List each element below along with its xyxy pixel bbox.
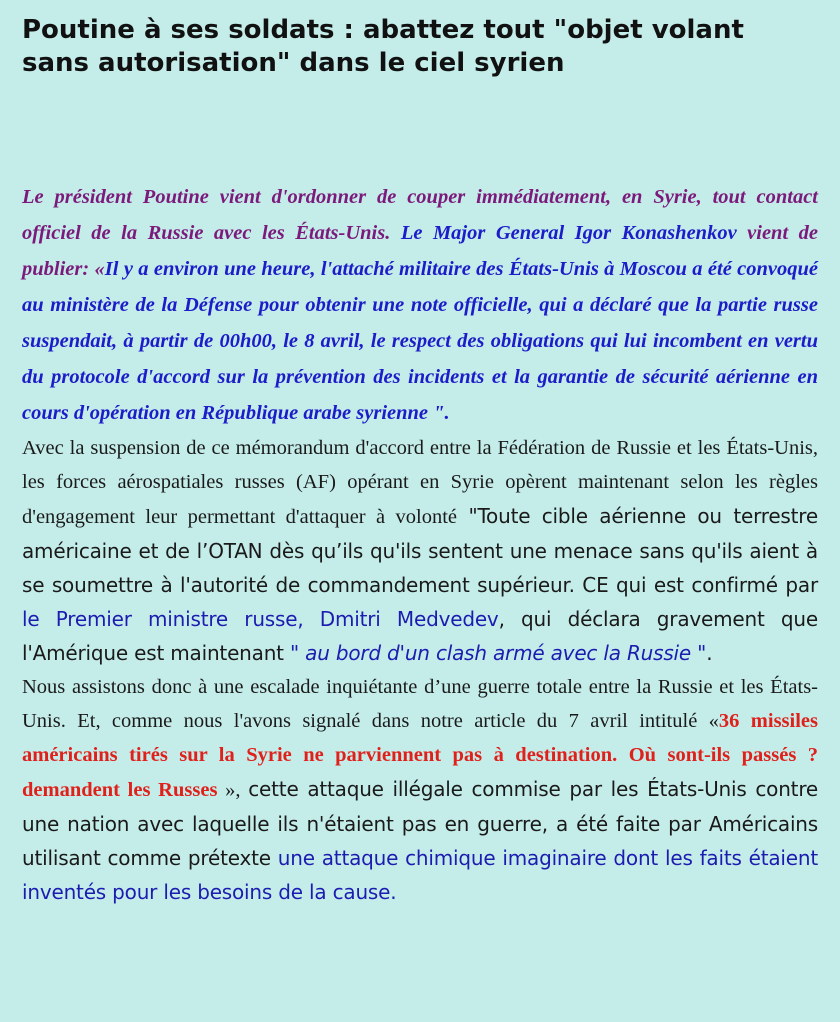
lead-quote: Il y a environ une heure, l'attaché militaire des États-Unis à Moscou a été convoqué au ministère de la Défense pour obtenir une note officielle, qui a déclaré que la partie russe suspendait, à partir de 00h00, le 8 avril, le respect des obligations qui lui incombent en vertu du protocole d'accord sur la prévention des incidents et la garantie de sécurité aérienne en cours d'opération en République arabe syrienne ". — [22, 258, 818, 424]
para2-end: . — [706, 641, 713, 665]
medvedev-link[interactable]: le Premier ministre russe, Dmitri Medvedev — [22, 607, 499, 631]
lead-paragraph — [22, 179, 818, 431]
chemical-attack-link[interactable]: une attaque chimique imaginaire dont les faits étaient inventés pour les besoins de la cause. — [22, 846, 818, 904]
para2-sans-text: "Toute cible aérienne ou terrestre américaine et de l’OTAN dès qu’ils qu'ils sentent une menace sans qu'ils aient à se soumettre à l'autorité de commandement supérieur. CE qui est confirmé par — [22, 504, 818, 597]
missiles-article-link[interactable]: 36 missiles américains tirés sur la Syrie ne parviennent pas à destination. Où sont-ils passés ? demandent les Russes — [22, 710, 818, 801]
para2-serif-text: Avec la suspension de ce mémorandum d'accord entre la Fédération de Russie et les États-Unis, les forces aérospatiales russes (AF) opérant en Syrie opèrent maintenant selon les règles d'engagement leur permettant d'attaquer à volonté — [22, 437, 818, 528]
body-paragraph-3 — [22, 670, 818, 909]
para3-sans-text: cette attaque illégale commise par les États-Unis contre une nation avec laquelle ils n'étaient pas en guerre, a été faite par Américains utilisant comme prétexte — [22, 777, 819, 870]
lead-text-purple-2: vient de publier: « — [22, 222, 818, 280]
lead-text-author: Le Major General Igor Konashenkov — [390, 222, 737, 244]
para2-after-link: , qui déclara gravement que l'Amérique est maintenant — [22, 607, 818, 665]
body-paragraph-2 — [22, 431, 818, 670]
clash-arme-link[interactable]: " au bord d'un clash armé avec la Russie " — [289, 641, 707, 665]
para3-after-red: », — [217, 779, 249, 801]
article-title: Poutine à ses soldats : abattez tout "objet volant sans autorisation" dans le ciel syrien — [22, 15, 744, 78]
lead-text-purple: Le président Poutine vient d'ordonner de couper immédiatement, en Syrie, tout contact officiel de la Russie avec les États-Unis. — [22, 186, 818, 244]
para3-serif-text: Nous assistons donc à une escalade inquiétante d’une guerre totale entre la Russie et les États-Unis. Et, comme nous l'avons signalé dans notre article du 7 avril intitulé « — [22, 676, 818, 732]
